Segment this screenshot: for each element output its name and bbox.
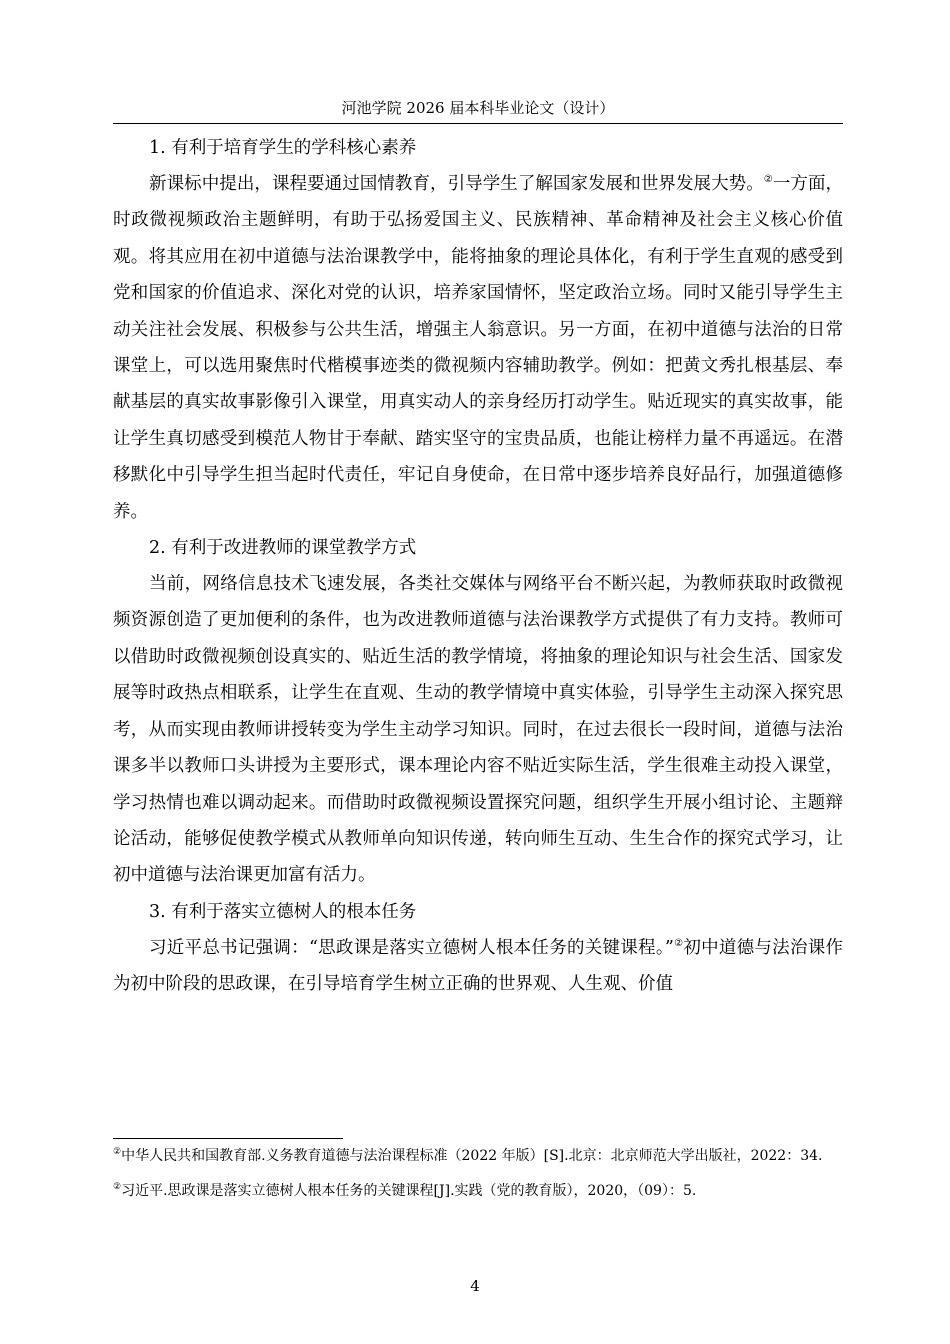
footnote-1-mark: ② [113,1147,122,1157]
footnote-2 [113,1179,843,1204]
paragraph-1 [113,166,843,530]
footnote-mark: ② [763,174,773,185]
paragraph-1-rest: 一方面，时政微视频政治主题鲜明，有助于弘扬爱国主义、民族精神、革命精神及社会主义核心价值观。将其应用在初中道德与法治课教学中，能将抽象的理论具体化，有利于学生直观的感受到党和国家的价值追求、深化对党的认识，培养家国情怀，坚定政治立场。同时又能引导学生主动关注社会发展、积极参与公共生活，增强主人翁意识。另一方面，在初中道德与法治的日常课堂上，可以选用聚焦时代楷模事迹类的微视频内容辅助教学。例如：把黄文秀扎根基层、奉献基层的真实故事影像引入课堂，用真实动人的亲身经历打动学生。贴近现实的真实故事，能让学生真切感受到模范人物甘于奉献、踏实坚守的宝贵品质，也能让榜样力量不再遥远。在潜移默化中引导学生担当起时代责任，牢记自身使命，在日常中逐步培养良好品行，加强道德修养。 [113,174,844,522]
footnote-mark: ② [673,937,684,949]
paragraph-2: 当前，网络信息技术飞速发展，各类社交媒体与网络平台不断兴起，为教师获取时政微视频资源创造了更加便利的条件，也为改进教师道德与法治课教学方式提供了有力支持。教师可以借助时政微视频创设真实的、贴近生活的教学情境，将抽象的理论知识与社会生活、国家发展等时政热点相联系，让学生在直观、生动的教学情境中真实体验，引导学生主动深入探究思考，从而实现由教师讲授转变为学生主动学习知识。同时，在过去很长一段时间，道德与法治课多半以教师口头讲授为主要形式，课本理论内容不贴近实际生活，学生很难主动投入课堂，学习热情也难以调动起来。而借助时政微视频设置探究问题，组织学生开展小组讨论、主题辩论活动，能够促使教学模式从教师单向知识传递，转向师生互动、生生合作的探究式学习，让初中道德与法治课更加富有活力。 [113,574,843,886]
section-heading-3: 3. 有利于落实立德树人的根本任务 [149,901,417,922]
paragraph-3 [113,930,843,1003]
page-header [113,98,843,118]
header-rule [113,123,843,124]
main-text [113,130,843,1003]
footnote-1-text: 中华人民共和国教育部.义务教育道德与法治课程标准（2022 年版）[S].北京：北京师范大学出版社，2022：34. [121,1148,823,1164]
footnote-separator [113,1138,343,1139]
footnotes [113,1144,843,1204]
section-heading-2: 2. 有利于改进教师的课堂教学方式 [149,538,417,559]
paragraph-3-text: 习近平总书记强调：“思政课是落实立德树人根本任务的关键课程。” [149,937,674,958]
section-heading-1: 1. 有利于培育学生的学科核心素养 [149,138,417,158]
page-number: 4 [470,1277,480,1295]
header-title: 河池学院 2026 届本科毕业论文（设计） [341,99,615,117]
paragraph-3-rest: 初中道德与法治课作为初中阶段的思政课，在引导培育学生树立正确的世界观、人生观、价值 [113,937,843,995]
footnote-2-mark: ② [113,1182,122,1192]
footnote-2-text: 习近平.思政课是落实立德树人根本任务的关键课程[J].实践（党的教育版），2020，（09）：5. [121,1183,697,1199]
footnote-1 [113,1144,843,1169]
paragraph-1-text: 新课标中提出，课程要通过国情教育，引导学生了解国家发展和世界发展大势。 [149,174,764,194]
